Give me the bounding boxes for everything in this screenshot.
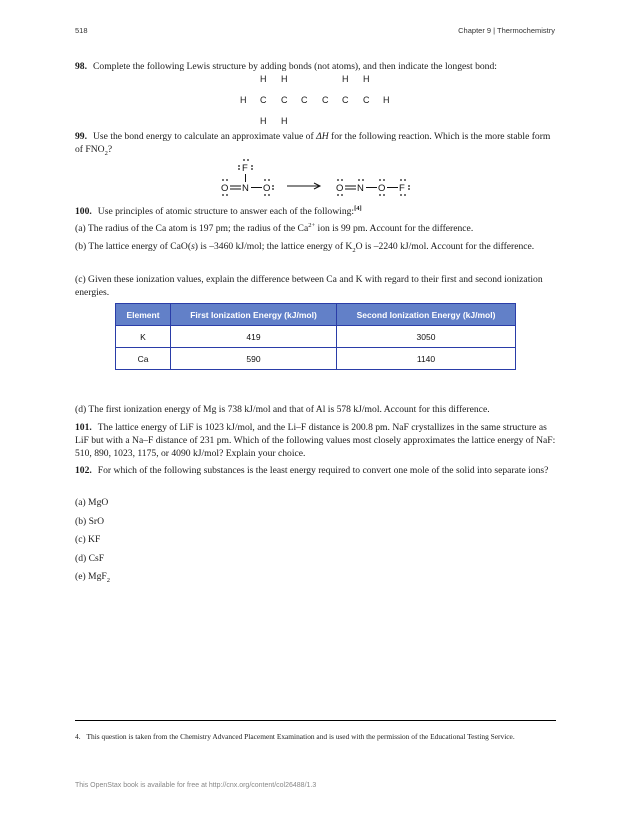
state-symbol: s [191,241,195,252]
question-text: Use the bond energy to calculate an approximate value of [93,131,317,142]
atom-h: H [240,95,247,105]
footnote [75,730,556,743]
question-100-part-c [75,273,556,299]
atom-h: H [260,74,267,84]
chapter-title: Chapter 9 | Thermochemistry [458,26,555,35]
atom-f: F [399,183,405,194]
part-text: ion is 99 pm. Account for the difference. [315,223,474,234]
question-text: For which of the following substances is the least energy required to convert one mole of the solid into separate ions? [97,465,549,476]
part-text: (d) The first ionization energy of Mg is 738 kJ/mol and that of Al is 578 kJ/mol. Account for this difference. [75,404,490,415]
table-cell: Ca [116,348,171,370]
fno2-reaction-diagram [215,156,415,198]
atom-h: H [281,74,288,84]
question-number: 98. [75,61,87,72]
atom-n: N [357,183,364,194]
atom-c: C [260,95,267,105]
footnote-number: 4. [75,732,81,741]
page-number: 518 [75,26,88,35]
subscript: 2 [106,576,110,584]
ionization-energy-table [115,303,516,370]
atom-c: C [281,95,288,105]
footnote-ref: [4] [354,204,362,212]
answer-option: (c) KF [75,534,101,545]
table-cell: 590 [171,348,337,370]
column-header: Second Ionization Energy (kJ/mol) [337,304,516,326]
part-text: ) is –3460 kJ/mol; the lattice energy of K [194,241,353,252]
question-text: for the following reaction. Which is the more stable form of FNO [75,131,551,155]
question-text: Use principles of atomic structure to answer each of the following: [97,206,355,217]
atom-h: H [260,116,267,126]
part-text: (b) The lattice energy of CaO( [75,241,192,252]
delta-h: ΔH [316,131,329,142]
atom-h: H [363,74,370,84]
question-101 [75,421,556,460]
atom-c: C [342,95,349,105]
atom-f: F [242,163,248,174]
atom-c: C [322,95,329,105]
question-98 [75,60,556,73]
question-number: 99. [75,131,87,142]
table-cell: 419 [171,326,337,348]
question-100 [75,205,556,218]
table-header-row [116,304,516,326]
page-footer: This OpenStax book is available for free at http://cnx.org/content/col26488/1.3 [75,782,317,789]
question-100-part-b [75,240,556,253]
column-header: Element [116,304,171,326]
atom-c: C [363,95,370,105]
atom-o: O [336,183,344,194]
atom-c: C [301,95,308,105]
question-100-part-d [75,403,556,416]
part-text: (a) The radius of the Ca atom is 197 pm; the radius of the Ca [75,223,309,234]
question-100-part-a [75,222,556,235]
part-text: O is –2240 kJ/mol. Account for the difference. [355,241,535,252]
question-number: 101. [75,422,92,433]
column-header: First Ionization Energy (kJ/mol) [171,304,337,326]
answer-option: (a) MgO [75,497,109,508]
atom-h: H [383,95,390,105]
answer-option-e [75,570,556,583]
question-number: 100. [75,206,92,217]
table-row [116,326,516,348]
atom-h: H [342,74,349,84]
answer-option: (e) MgF [75,571,107,582]
answer-option: (d) CsF [75,553,105,564]
question-102 [75,464,556,477]
table-row [116,348,516,370]
table-cell: K [116,326,171,348]
superscript: 2+ [308,221,316,229]
subscript: 2 [352,246,356,254]
atom-n: N [242,183,249,194]
subscript: 2 [104,149,108,157]
atom-o: O [263,183,271,194]
atom-h: H [281,116,288,126]
question-99 [75,130,556,156]
question-text: ? [107,144,113,155]
question-number: 102. [75,465,92,476]
footnote-divider [75,720,556,721]
answer-option: (b) SrO [75,516,105,527]
atom-o: O [378,183,386,194]
table-cell: 1140 [337,348,516,370]
footnote-text: This question is taken from the Chemistry Advanced Placement Examination and is used with the permission of the Educational Testing Service. [86,732,515,741]
question-text: The lattice energy of LiF is 1023 kJ/mol, and the Li–F distance is 200.8 pm. NaF crystallizes in the same structure as LiF but with a Na–F distance of 231 pm. Which of the following values most closely approximates the lattice energy of NaF: 510, 890, 1023, 1175, or 4090 kJ/mol? Explain your choice. [75,422,556,459]
question-text: Complete the following Lewis structure by adding bonds (not atoms), and then indicate the longest bond: [93,61,497,72]
atom-o: O [221,183,229,194]
table-cell: 3050 [337,326,516,348]
part-text: (c) Given these ionization values, explain the difference between Ca and K with regard to their first and second ionization energies. [75,274,543,298]
